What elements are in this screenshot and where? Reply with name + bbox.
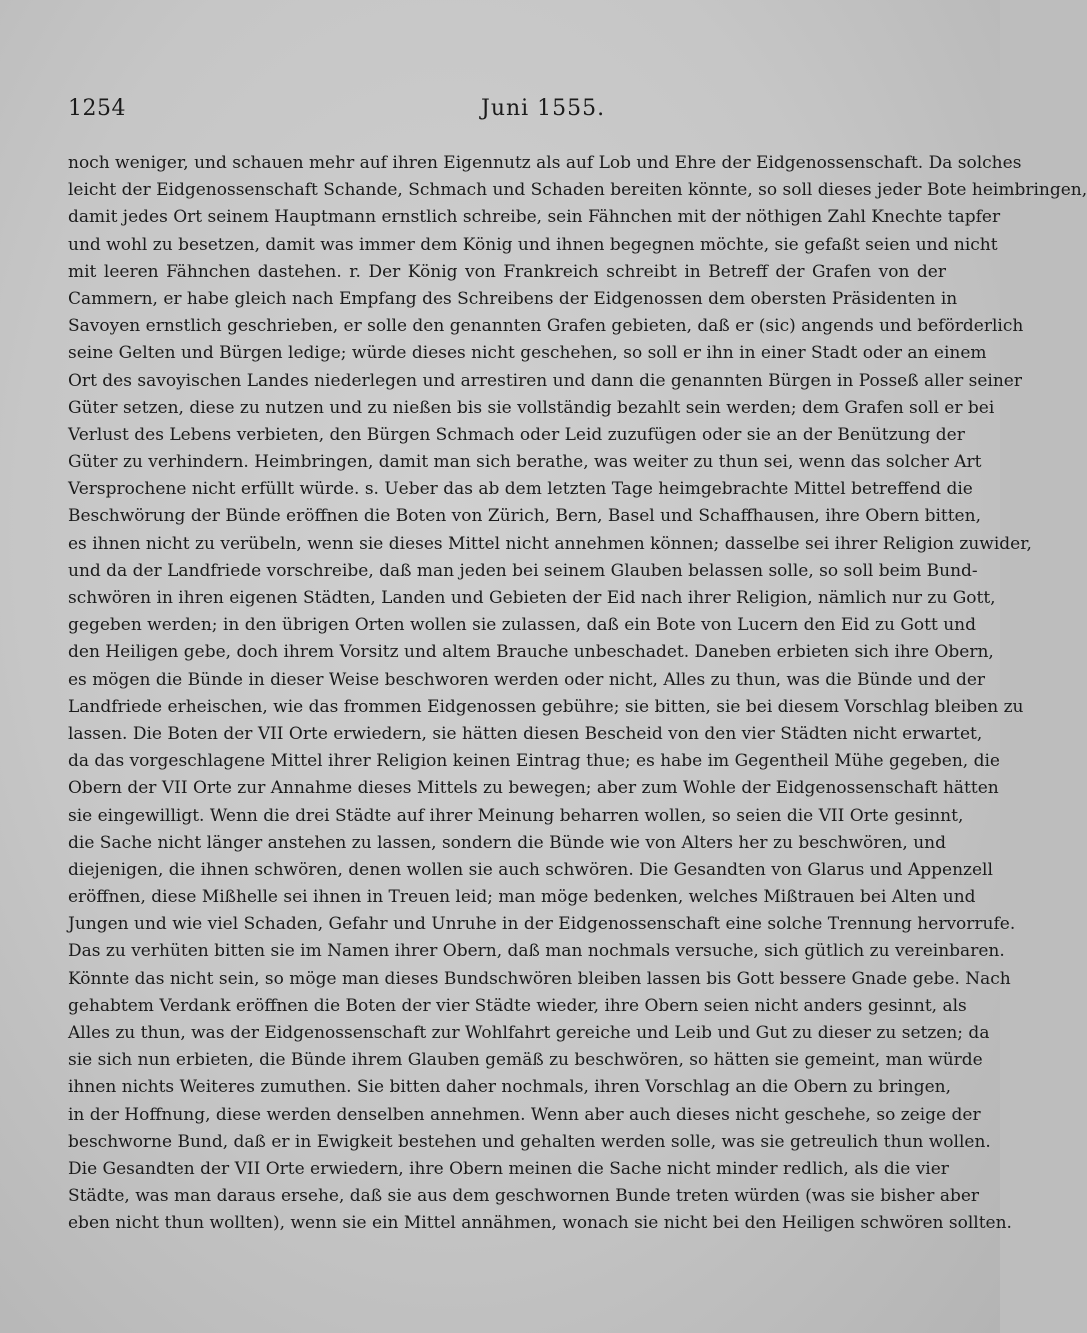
text-line: Cammern, er habe gleich nach Empfang des Schreibens der Eidgenossen dem obersten Präsidenten in [68,288,958,309]
text-line: Ort des savoyischen Landes niederlegen und arrestiren und dann die genannten Bürgen in Posseß aller seiner [68,370,1022,391]
text-line: in der Hoffnung, diese werden denselben annehmen. Wenn aber auch dieses nicht geschehe, so zeige der [68,1104,981,1125]
body-text [68,150,1087,1238]
text-line: Könnte das nicht sein, so möge man dieses Bundschwören bleiben lassen bis Gott bessere Gnade gebe. Nach [68,968,1011,989]
text-line: ihnen nichts Weiteres zumuthen. Sie bitten daher nochmals, ihren Vorschlag an die Obern zu bringen, [68,1077,951,1098]
text-line: leicht der Eidgenossenschaft Schande, Schmach und Schaden bereiten könnte, so soll dieses jeder Bote heimbringen, [68,180,1087,201]
text-line: und da der Landfriede vorschreibe, daß man jeden bei seinem Glauben belassen solle, so soll beim Bund- [68,560,978,581]
text-line: Savoyen ernstlich geschrieben, er solle den genannten Grafen gebieten, daß er (sic) angends und beförderlich [68,316,1024,337]
text-line: sie eingewilligt. Wenn die drei Städte auf ihrer Meinung beharren wollen, so seien die VII Orte gesinnt, [68,805,964,826]
text-line: noch weniger, und schauen mehr auf ihren Eigennutz als auf Lob und Ehre der Eidgenossenschaft. Da solches [68,153,1022,173]
text-line: eröffnen, diese Mißhelle sei ihnen in Treuen leid; man möge bedenken, welches Mißtrauen bei Alten und [68,887,976,908]
text-line: es mögen die Bünde in dieser Weise beschworen werden oder nicht, Alles zu thun, was die Bünde und der [68,669,986,690]
text-line: Versprochene nicht erfüllt würde. s. Ueber das ab dem letzten Tage heimgebrachte Mittel betreffend die [68,479,973,500]
text-line: Jungen und wie viel Schaden, Gefahr und Unruhe in der Eidgenossenschaft eine solche Trennung hervorrufe. [68,914,1016,935]
text-line: da das vorgeschlagene Mittel ihrer Religion keinen Eintrag thue; es habe im Gegentheil Mühe gegeben, die [68,751,1000,772]
page-header [68,96,942,132]
text-line: Städte, was man daraus ersehe, daß sie aus dem geschwornen Bunde treten würden (was sie bisher aber [68,1186,980,1207]
text-line: Verlust des Lebens verbieten, den Bürgen Schmach oder Leid zuzufügen oder sie an der Benützung der [68,424,965,445]
text-line: Alles zu thun, was der Eidgenossenschaft zur Wohlfahrt gereiche und Leib und Gut zu dieser zu setzen; da [68,1023,990,1043]
text-line: beschworne Bund, daß er in Ewigkeit bestehen und gehalten werden solle, was sie getreulich thun wollen. [68,1131,991,1152]
text-line: gegeben werden; in den übrigen Orten wollen sie zulassen, daß ein Bote von Lucern den Eid zu Gott und [68,615,977,636]
text-line: Landfriede erheischen, wie das frommen Eidgenossen gebühre; sie bitten, sie bei diesem Vorschlag bleiben zu [68,696,1024,717]
text-line: lassen. Die Boten der VII Orte erwiedern, sie hätten diesen Bescheid von den vier Städten nicht erwartet, [68,723,983,744]
text-line: schwören in ihren eigenen Städten, Landen und Gebieten der Eid nach ihrer Religion, nämlich nur zu Gott, [68,588,996,608]
text-line: gehabtem Verdank eröffnen die Boten der vier Städte wieder, ihre Obern seien nicht anders gesinnt, als [68,995,967,1016]
text-line: Das zu verhüten bitten sie im Namen ihrer Obern, daß man nochmals versuche, sich gütlich zu vereinbaren. [68,941,1005,962]
text-line: mit leeren Fähnchen dastehen. r. Der König von Frankreich schreibt in Betreff der Grafen von der [68,261,946,282]
text-line: damit jedes Ort seinem Hauptmann ernstlich schreibe, sein Fähnchen mit der nöthigen Zahl Knechte tapfer [68,207,1001,228]
text-line: es ihnen nicht zu verübeln, wenn sie dieses Mittel nicht annehmen können; dasselbe sei ihrer Religion zuwider, [68,533,1032,554]
text-line: Güter setzen, diese zu nutzen und zu nießen bis sie vollständig bezahlt sein werden; dem Grafen soll er bei [68,397,995,418]
running-head: Juni 1555. [481,96,606,121]
page-number: 1254 [68,96,126,121]
text-line: eben nicht thun wollten), wenn sie ein Mittel annähmen, wonach sie nicht bei den Heiligen schwören sollten. [68,1213,1012,1234]
text-line: Die Gesandten der VII Orte erwiedern, ihre Obern meinen die Sache nicht minder redlich, als die vier [68,1158,949,1179]
text-line: den Heiligen gebe, doch ihrem Vorsitz und altem Brauche unbeschadet. Daneben erbieten sich ihre Obern, [68,642,994,663]
text-line: seine Gelten und Bürgen ledige; würde dieses nicht geschehen, so soll er ihn in einer Stadt oder an einem [68,343,987,364]
text-line: diejenigen, die ihnen schwören, denen wollen sie auch schwören. Die Gesandten von Glarus und Appenzell [68,859,993,880]
text-line: Güter zu verhindern. Heimbringen, damit man sich berathe, was weiter zu thun sei, wenn das solcher Art [68,452,982,473]
text-line: und wohl zu besetzen, damit was immer dem König und ihnen begegnen möchte, sie gefaßt seien und nicht [68,234,998,255]
text-line: Obern der VII Orte zur Annahme dieses Mittels zu bewegen; aber zum Wohle der Eidgenossenschaft hätten [68,778,999,799]
text-line: sie sich nun erbieten, die Bünde ihrem Glauben gemäß zu beschwören, so hätten sie gemeint, man würde [68,1050,983,1071]
text-line: die Sache nicht länger anstehen zu lassen, sondern die Bünde wie von Alters her zu beschwören, und [68,832,946,853]
text-line: Beschwörung der Bünde eröffnen die Boten von Zürich, Bern, Basel und Schaffhausen, ihre Obern bitten, [68,506,981,527]
